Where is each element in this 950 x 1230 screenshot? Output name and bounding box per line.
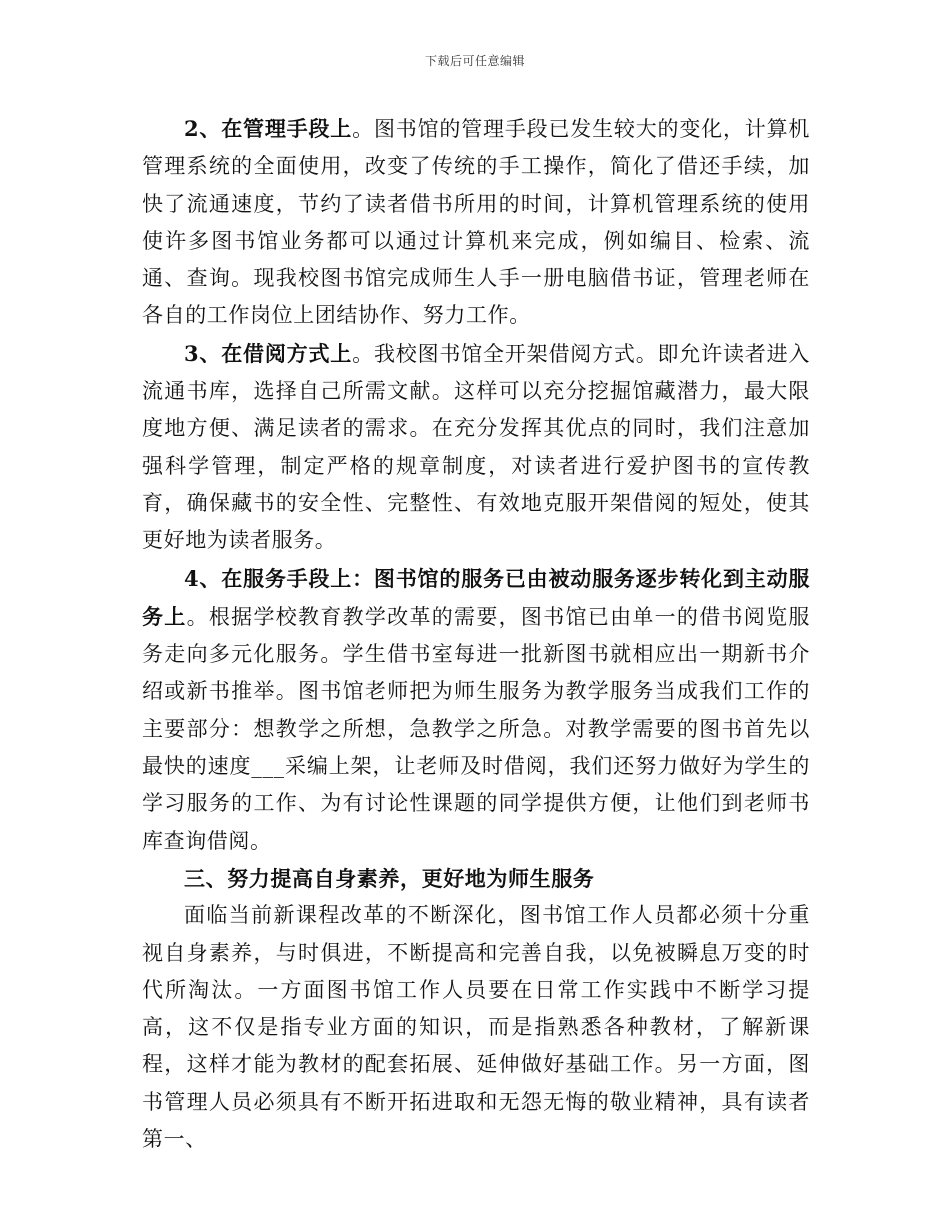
section-heading: 三、努力提高自身素养，更好地为师生服务 [184, 865, 595, 891]
paragraph-borrowing-heading: 3、在借阅方式上 [184, 340, 353, 366]
paragraph-borrowing [142, 335, 810, 560]
paragraph-service [142, 560, 810, 860]
paragraph-service-text: 。根据学校教育教学改革的需要，图书馆已由单一的借书阅览服务走向多元化服务。学生借书室每进一批新图书就相应出一期新书介绍或新书推举。图书馆老师把为师生服务为教学服务当成我们工作的主要部分：想教学之所想，急教学之所急。对教学需要的图书首先以最快的速度___采编上架，让老师及时借阅，我们还努力做好为学生的学习服务的工作、为有讨论性课题的同学提供方便，让他们到老师书库查询借阅。 [142, 604, 810, 853]
paragraph-self-improvement: 面临当前新课程改革的不断深化，图书馆工作人员都必须十分重视自身素养，与时俱进，不断提高和完善自我，以免被瞬息万变的时代所淘汰。一方面图书馆工作人员要在日常工作实践中不断学习提高，这不仅是指专业方面的知识，而是指熟悉各种教材，了解新课程，这样才能为教材的配套拓展、延伸做好基础工作。另一方面，图书管理人员必须具有不断开拓进取和无怨无悔的敬业精神，具有读者第一、 [142, 903, 810, 1152]
paragraph-management-text: 。图书馆的管理手段已发生较大的变化，计算机管理系统的全面使用，改变了传统的手工操作，简化了借还手续，加快了流通速度，节约了读者借书所用的时间，计算机管理系统的使用使许多图书馆业务都可以通过计算机来完成，例如编目、检索、流通、查询。现我校图书馆完成师生人手一册电脑借书证，管理老师在各自的工作岗位上团结协作、努力工作。 [142, 117, 810, 328]
paragraph-management-heading: 2、在管理手段上 [184, 116, 353, 141]
page-header: 下载后可任意编辑 [424, 54, 525, 68]
document-body [142, 110, 810, 1158]
paragraph-borrowing-text: 。我校图书馆全开架借阅方式。即允许读者进入流通书库，选择自己所需文献。这样可以充分挖掘馆藏潜力，最大限度地方便、满足读者的需求。在充分发挥其优点的同时，我们注意加强科学管理，制定严格的规章制度，对读者进行爱护图书的宣传教育，确保藏书的安全性、完整性、有效地克服开架借阅的短处，使其更好地为读者服务。 [142, 341, 810, 553]
paragraph-service-heading: 4、在服务手段上：图书馆的服务已由被动服务逐步转化到主动服务上 [142, 565, 810, 629]
paragraph-management [142, 110, 810, 335]
